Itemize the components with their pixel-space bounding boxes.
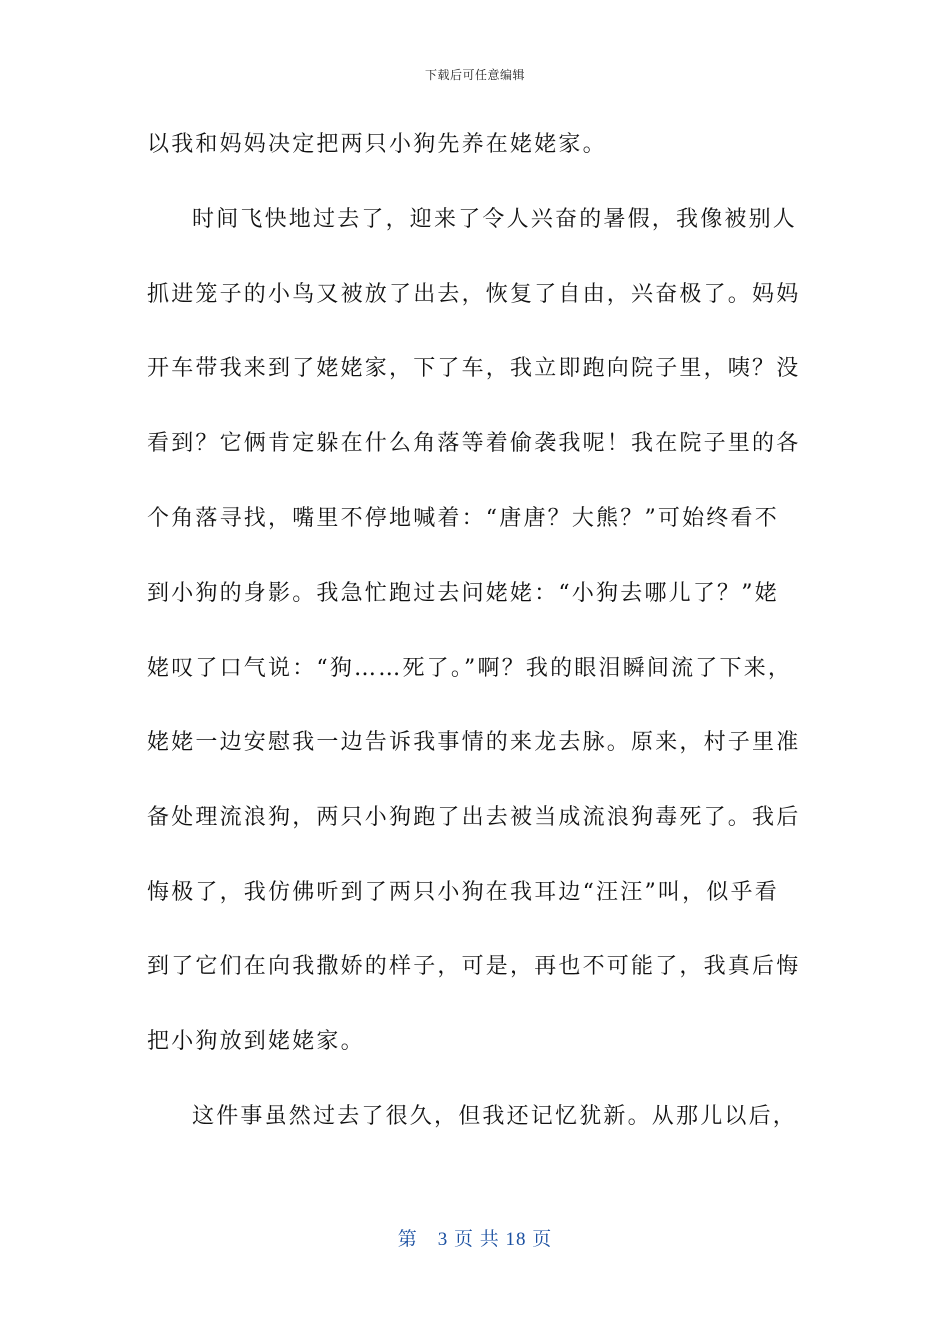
paragraph-line: 看到？它俩肯定躲在什么角落等着偷袭我呢！我在院子里的各: [147, 431, 801, 456]
paragraph-line: 到小狗的身影。我急忙跑过去问姥姥：“小狗去哪儿了？”姥: [147, 581, 779, 606]
paragraph-line: 抓进笼子的小鸟又被放了出去，恢复了自由，兴奋极了。妈妈: [147, 282, 801, 307]
paragraph-line: 到了它们在向我撒娇的样子，可是，再也不可能了，我真后悔: [147, 954, 801, 979]
paragraph-line: 个角落寻找，嘴里不停地喊着：“唐唐？大熊？”可始终看不: [147, 506, 779, 531]
paragraph-line: 把小狗放到姥姥家。: [147, 1029, 365, 1054]
paragraph-line: 备处理流浪狗，两只小狗跑了出去被当成流浪狗毒死了。我后: [147, 805, 801, 830]
paragraph-line: 悔极了，我仿佛听到了两只小狗在我耳边“汪汪”叫，似乎看: [147, 880, 779, 905]
paragraph-line: 姥叹了口气说：“狗……死了。”啊？我的眼泪瞬间流了下来，: [147, 656, 793, 681]
paragraph-line: 这件事虽然过去了很久，但我还记忆犹新。从那儿以后，: [192, 1104, 798, 1129]
paragraph-line: 开车带我来到了姥姥家，下了车，我立即跑向院子里，咦？没: [147, 356, 801, 381]
paragraph-line: 姥姥一边安慰我一边告诉我事情的来龙去脉。原来，村子里准: [147, 730, 801, 755]
paragraph-line: 以我和妈妈决定把两只小狗先养在姥姥家。: [147, 132, 607, 157]
page-header: 下载后可任意编辑: [424, 68, 525, 82]
paragraph-line: 时间飞快地过去了，迎来了令人兴奋的暑假，我像被别人: [192, 207, 798, 232]
page-number-footer: 第 3 页 共 18 页: [397, 1229, 553, 1250]
